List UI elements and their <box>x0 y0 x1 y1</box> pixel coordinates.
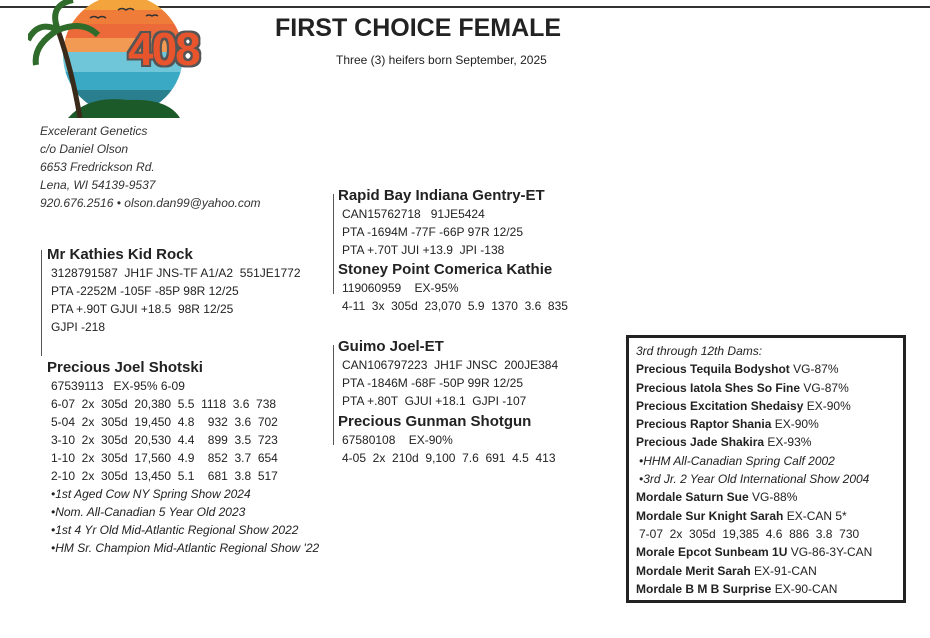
sire-dam-name: Stoney Point Comerica Kathie <box>338 261 553 278</box>
dam-dam-name: Precious Gunman Shotgun <box>338 413 532 430</box>
page-subtitle: Three (3) heifers born September, 2025 <box>336 53 547 67</box>
contact-city: Lena, WI 54139-9537 <box>40 178 156 192</box>
dam-line: 67539113 EX-95% 6-09 <box>51 379 185 393</box>
logo <box>28 0 199 118</box>
sire-sire-line: PTA -1694M -77F -66P 97R 12/25 <box>342 225 523 239</box>
dam-row: Precious Excitation Shedaisy EX-90% <box>636 398 851 413</box>
sire-sire-name: Rapid Bay Indiana Gentry-ET <box>338 187 545 204</box>
dam-block <box>47 358 319 557</box>
dam-row: Mordale Merit Sarah EX-91-CAN <box>636 563 817 578</box>
sire-dam-line: 119060959 EX-95% <box>342 281 459 295</box>
dam-honor: •HM Sr. Champion Mid-Atlantic Regional Show '22 <box>51 541 320 555</box>
dam-row: Morale Epcot Sunbeam 1U VG-86-3Y-CAN <box>636 545 873 560</box>
dam-dam-record: 4-05 2x 210d 9,100 7.6 691 4.5 413 <box>342 451 556 465</box>
contact-block <box>40 122 261 212</box>
dams-heading: 3rd through 12th Dams: <box>636 344 763 358</box>
sire-sire-block <box>338 186 545 259</box>
sire-name: Mr Kathies Kid Rock <box>47 246 193 263</box>
page-title: FIRST CHOICE FEMALE <box>275 14 562 42</box>
dam-sire-name: Guimo Joel-ET <box>338 338 444 355</box>
sire-line: 3128791587 JH1F JNS-TF A1/A2 551JE1772 <box>51 266 301 280</box>
dam-record: 6-07 2x 305d 20,380 5.5 1118 3.6 738 <box>51 397 277 411</box>
dam-sire-line: PTA +.80T GJUI +18.1 GJPI -107 <box>342 394 527 408</box>
dam-record: 1-10 2x 305d 17,560 4.9 852 3.7 654 <box>51 451 278 465</box>
dam-name: Precious Joel Shotski <box>47 359 203 376</box>
dam-sire-line: PTA -1846M -68F -50P 99R 12/25 <box>342 376 523 390</box>
sire-block <box>47 245 301 336</box>
dam-row: Mordale B M B Surprise EX-90-CAN <box>636 581 838 596</box>
contact-street: 6653 Fredrickson Rd. <box>40 160 155 174</box>
extended-dams-box <box>626 335 906 603</box>
dam-honor: •HHM All-Canadian Spring Calf 2002 <box>639 453 835 468</box>
dam-row: Precious Jade Shakira EX-93% <box>636 435 812 450</box>
sire-sire-connector <box>333 194 334 294</box>
dam-row: Precious Iatola Shes So Fine VG-87% <box>636 380 849 395</box>
dam-honor: •1st 4 Yr Old Mid-Atlantic Regional Show 2022 <box>51 523 299 537</box>
dam-row: Precious Tequila Bodyshot VG-87% <box>636 362 839 377</box>
sire-sire-line: CAN15762718 91JE5424 <box>342 207 485 221</box>
dam-record: 7-07 2x 305d 19,385 4.6 886 3.8 730 <box>639 526 860 541</box>
sire-connector <box>41 250 42 356</box>
dam-row: Mordale Saturn Sue VG-88% <box>636 490 798 505</box>
sire-line: GJPI -218 <box>51 320 106 334</box>
contact-company: Excelerant Genetics <box>40 124 148 138</box>
dam-honor: •1st Aged Cow NY Spring Show 2024 <box>51 487 251 501</box>
dam-dam-block <box>338 412 556 467</box>
dam-record: 5-04 2x 305d 19,450 4.8 932 3.6 702 <box>51 415 278 429</box>
contact-phone-email: 920.676.2516 • olson.dan99@yahoo.com <box>40 196 261 210</box>
sire-line: PTA -2252M -105F -85P 98R 12/25 <box>51 284 239 298</box>
dam-record: 3-10 2x 305d 20,530 4.4 899 3.5 723 <box>51 433 278 447</box>
sire-dam-record: 4-11 3x 305d 23,070 5.9 1370 3.6 835 <box>342 299 568 313</box>
dam-honor: •3rd Jr. 2 Year Old International Show 2004 <box>639 472 870 487</box>
dam-sire-block <box>338 337 558 410</box>
dam-sire-line: CAN106797223 JH1F JNSC 200JE384 <box>342 358 559 372</box>
dam-sire-connector <box>333 345 334 445</box>
sire-line: PTA +.90T GJUI +18.5 98R 12/25 <box>51 302 234 316</box>
dam-dam-line: 67580108 EX-90% <box>342 433 453 447</box>
dam-record: 2-10 2x 305d 13,450 5.1 681 3.8 517 <box>51 469 278 483</box>
dam-row: Precious Raptor Shania EX-90% <box>636 417 819 432</box>
contact-person: c/o Daniel Olson <box>40 142 129 156</box>
sire-sire-line: PTA +.70T JUI +13.9 JPI -138 <box>342 243 505 257</box>
logo-number: 408 <box>128 23 199 75</box>
dam-row: Mordale Sur Knight Sarah EX-CAN 5* <box>636 508 847 523</box>
dam-honor: •Nom. All-Canadian 5 Year Old 2023 <box>51 505 246 519</box>
sire-dam-block <box>338 260 568 315</box>
